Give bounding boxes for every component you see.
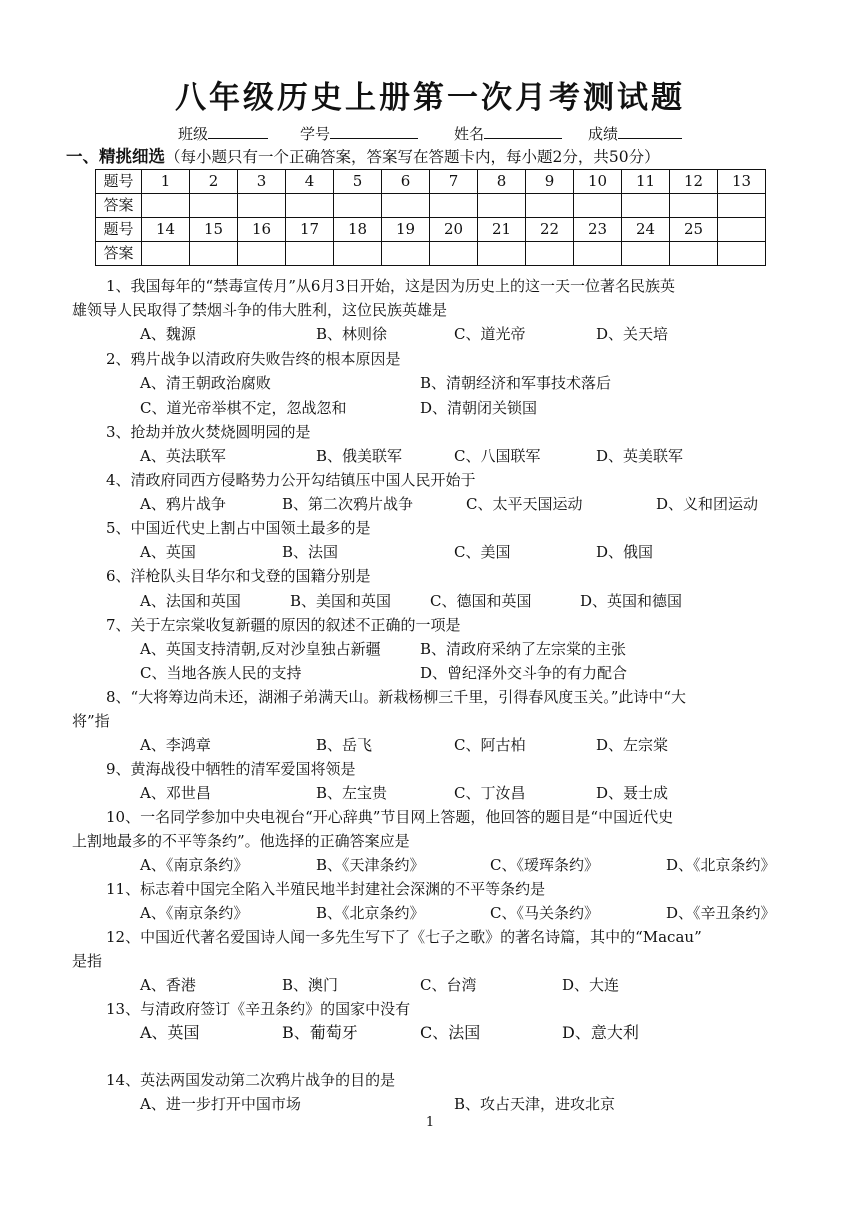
option: C、《马关条约》: [490, 904, 599, 922]
question-number: 22: [526, 218, 574, 242]
question-number: 4: [286, 170, 334, 194]
answer-cell[interactable]: [190, 242, 238, 266]
question-number: 2: [190, 170, 238, 194]
option: C、道光帝: [454, 325, 526, 343]
answer-cell[interactable]: [142, 242, 190, 266]
question-number: 18: [334, 218, 382, 242]
option: C、《瑷珲条约》: [490, 856, 599, 874]
answer-cell[interactable]: [334, 242, 382, 266]
question-number: 17: [286, 218, 334, 242]
question-6: 6、洋枪队头目华尔和戈登的国籍分别是: [106, 567, 371, 585]
option: D、英美联军: [596, 447, 684, 465]
question-number: 1: [142, 170, 190, 194]
question-number: 14: [142, 218, 190, 242]
student-info-row: [0, 122, 860, 146]
question-4: 4、清政府同西方侵略势力公开勾结镇压中国人民开始于: [106, 471, 476, 489]
question-3: 3、抢劫并放火焚烧圆明园的是: [106, 423, 311, 441]
question-number-row-2: [96, 218, 766, 242]
class-field: 班级: [178, 122, 268, 144]
option: C、丁汝昌: [454, 784, 526, 802]
question-number: 25: [670, 218, 718, 242]
question-number: 16: [238, 218, 286, 242]
option: C、道光帝举棋不定，忽战忽和: [140, 399, 347, 417]
answer-cell[interactable]: [478, 194, 526, 218]
answer-cell[interactable]: [574, 194, 622, 218]
option: B、《天津条约》: [316, 856, 425, 874]
option: A、英国: [140, 543, 196, 561]
question-number: 13: [718, 170, 766, 194]
row-header: 题号: [96, 170, 142, 194]
option: D、俄国: [596, 543, 654, 561]
option: A、英国支持清朝,反对沙皇独占新疆: [140, 640, 381, 658]
option: A、清王朝政治腐败: [140, 374, 271, 392]
question-number: 12: [670, 170, 718, 194]
option: C、法国: [420, 1023, 481, 1042]
answer-cell[interactable]: [718, 194, 766, 218]
question-12-line-2: 是指: [72, 952, 103, 970]
answer-cell[interactable]: [190, 194, 238, 218]
question-12-line-1: 12、中国近代著名爱国诗人闻一多先生写下了《七子之歌》的著名诗篇，其中的“Macau”: [106, 928, 702, 946]
option: D、聂士成: [596, 784, 669, 802]
name-field: 姓名: [454, 122, 562, 144]
option: A、魏源: [140, 325, 196, 343]
option: B、第二次鸦片战争: [282, 495, 414, 513]
option: B、左宝贵: [316, 784, 388, 802]
question-number: 20: [430, 218, 478, 242]
question-number: 7: [430, 170, 478, 194]
answer-cell[interactable]: [286, 242, 334, 266]
question-number: 24: [622, 218, 670, 242]
option: B、岳飞: [316, 736, 373, 754]
student-id-field: 学号: [300, 122, 418, 144]
question-number: 3: [238, 170, 286, 194]
option: A、《南京条约》: [140, 856, 249, 874]
answer-cell[interactable]: [334, 194, 382, 218]
option: A、进一步打开中国市场: [140, 1095, 301, 1113]
section-1-note: （每小题只有一个正确答案，答案写在答题卡内，每小题2分，共50分）: [165, 148, 660, 166]
question-number: 19: [382, 218, 430, 242]
answer-cell[interactable]: [286, 194, 334, 218]
option: D、大连: [562, 976, 620, 994]
option: B、清政府采纳了左宗棠的主张: [420, 640, 627, 658]
option: B、俄美联军: [316, 447, 403, 465]
option: B、美国和英国: [290, 592, 392, 610]
option: B、澳门: [282, 976, 339, 994]
answer-cell[interactable]: [526, 242, 574, 266]
option: D、曾纪泽外交斗争的有力配合: [420, 664, 628, 682]
option: B、法国: [282, 543, 339, 561]
question-number: 6: [382, 170, 430, 194]
option: D、《辛丑条约》: [666, 904, 776, 922]
answer-cell[interactable]: [238, 194, 286, 218]
option: D、关天培: [596, 325, 669, 343]
answer-cell[interactable]: [382, 194, 430, 218]
question-1-line-2: 雄领导人民取得了禁烟斗争的伟大胜利，这位民族英雄是: [72, 301, 448, 319]
answer-cell[interactable]: [574, 242, 622, 266]
option: D、意大利: [562, 1023, 639, 1042]
answer-cell[interactable]: [670, 194, 718, 218]
option: A、法国和英国: [140, 592, 241, 610]
question-number: 10: [574, 170, 622, 194]
option: B、攻占天津，进攻北京: [454, 1095, 616, 1113]
option: D、左宗棠: [596, 736, 669, 754]
question-number: 8: [478, 170, 526, 194]
question-7: 7、关于左宗棠收复新疆的原因的叙述不正确的一项是: [106, 616, 461, 634]
option: C、美国: [454, 543, 511, 561]
question-14: 14、英法两国发动第二次鸦片战争的目的是: [106, 1071, 396, 1089]
option: A、邓世昌: [140, 784, 211, 802]
section-1-heading: [66, 145, 660, 169]
question-10-line-2: 上割地最多的不平等条约”。他选择的正确答案应是: [72, 832, 410, 850]
question-number-row-1: [96, 170, 766, 194]
option: B、葡萄牙: [282, 1023, 358, 1042]
question-1-line-1: 1、我国每年的“禁毒宣传月”从6月3日开始，这是因为历史上的这一天一位著名民族英: [106, 277, 675, 295]
answer-cell[interactable]: [622, 242, 670, 266]
option: B、林则徐: [316, 325, 388, 343]
answer-row-2: [96, 242, 766, 266]
answer-cell[interactable]: [142, 194, 190, 218]
question-10-line-1: 10、一名同学参加中央电视台“开心辞典”节目网上答题，他回答的题目是“中国近代史: [106, 808, 674, 826]
option: D、义和团运动: [656, 495, 759, 513]
option: A、英国: [140, 1023, 200, 1042]
page-number: 1: [425, 1115, 435, 1130]
option: D、《北京条约》: [666, 856, 776, 874]
answer-cell[interactable]: [622, 194, 670, 218]
answer-cell[interactable]: [238, 242, 286, 266]
question-number: [718, 218, 766, 242]
answer-cell[interactable]: [670, 242, 718, 266]
question-9: 9、黄海战役中牺牲的清军爱国将领是: [106, 760, 356, 778]
option: A、香港: [140, 976, 196, 994]
question-11: 11、标志着中国完全陷入半殖民地半封建社会深渊的不平等条约是: [106, 880, 546, 898]
score-field: 成绩: [588, 122, 682, 144]
option: D、清朝闭关锁国: [420, 399, 538, 417]
answer-header: 答案: [96, 242, 142, 266]
option: C、阿古柏: [454, 736, 526, 754]
section-1-title: 一、精挑细选: [66, 147, 165, 166]
answer-row-1: [96, 194, 766, 218]
option: C、德国和英国: [430, 592, 532, 610]
answer-cell[interactable]: [718, 242, 766, 266]
answer-card-table: [95, 169, 766, 266]
question-2: 2、鸦片战争以清政府失败告终的根本原因是: [106, 350, 401, 368]
question-number: 9: [526, 170, 574, 194]
option: A、鸦片战争: [140, 495, 226, 513]
answer-header: 答案: [96, 194, 142, 218]
question-number: 23: [574, 218, 622, 242]
option: B、清朝经济和军事技术落后: [420, 374, 612, 392]
option: A、英法联军: [140, 447, 226, 465]
option: C、当地各族人民的支持: [140, 664, 302, 682]
question-8-line-1: 8、“大将筹边尚未还，湖湘子弟满天山。新栽杨柳三千里，引得春风度玉关。”此诗中“大: [106, 688, 687, 706]
answer-cell[interactable]: [430, 242, 478, 266]
question-13: 13、与清政府签订《辛丑条约》的国家中没有: [106, 1000, 411, 1018]
question-number: 5: [334, 170, 382, 194]
option: C、八国联军: [454, 447, 541, 465]
question-number: 11: [622, 170, 670, 194]
question-8-line-2: 将”指: [72, 712, 110, 730]
answer-cell[interactable]: [526, 194, 574, 218]
answer-cell[interactable]: [430, 194, 478, 218]
option: C、太平天国运动: [466, 495, 583, 513]
option: D、英国和德国: [580, 592, 683, 610]
option: B、《北京条约》: [316, 904, 425, 922]
page-title: 八年级历史上册第一次月考测试题: [175, 80, 685, 116]
question-5: 5、中国近代史上割占中国领土最多的是: [106, 519, 371, 537]
option: A、《南京条约》: [140, 904, 249, 922]
option: A、李鸿章: [140, 736, 211, 754]
answer-cell[interactable]: [382, 242, 430, 266]
answer-cell[interactable]: [478, 242, 526, 266]
question-number: 21: [478, 218, 526, 242]
row-header: 题号: [96, 218, 142, 242]
question-number: 15: [190, 218, 238, 242]
option: C、台湾: [420, 976, 477, 994]
